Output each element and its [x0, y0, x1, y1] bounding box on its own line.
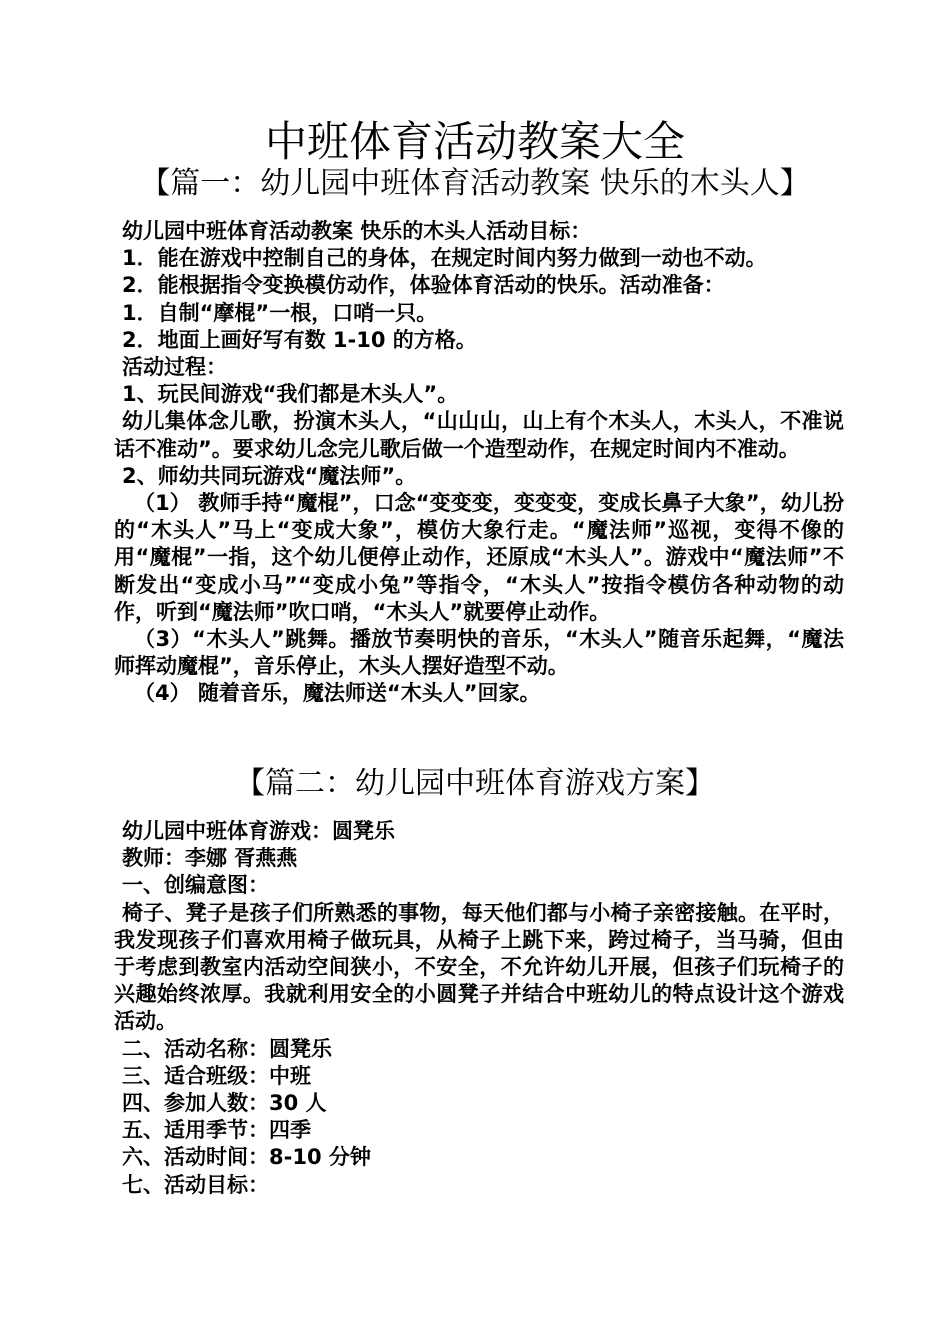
section2-line: 四、参加人数：30 人: [122, 1091, 327, 1116]
section2-line: 五、适用季节：四季: [122, 1118, 311, 1143]
section1-paragraph: （3）“木头人”跳舞。播放节奏明快的音乐，“木头人”随音乐起舞，“魔法师挥动魔棍”，音乐停止，木头人摆好造型不动。: [114, 627, 844, 679]
section2-paragraph: 椅子、凳子是孩子们所熟悉的事物，每天他们都与小椅子亲密接触。在平时，我发现孩子们喜欢用椅子做玩具，从椅子上跳下来，跨过椅子，当马骑，但由于考虑到教室内活动空间狭小，不安全，不允许幼儿开展，但孩子们玩椅子的兴趣始终浓厚。我就利用安全的小圆凳子并结合中班幼儿的特点设计这个游戏活动。: [114, 900, 844, 1034]
section1-line: 1．自制“摩棍”一根，口哨一只。: [122, 300, 438, 325]
section1-line: 2、师幼共同玩游戏“魔法师”。: [122, 463, 417, 488]
section1-line: 活动过程：: [122, 355, 227, 380]
section1-body: [114, 218, 844, 708]
section1-line: 2．能根据指令变换模仿动作，体验体育活动的快乐。活动准备：: [122, 273, 725, 298]
section2-line: 幼儿园中班体育游戏：圆凳乐: [122, 819, 395, 843]
section1-line: 1．能在游戏中控制自己的身体，在规定时间内努力做到一动也不动。: [122, 246, 767, 271]
section2-line: 六、活动时间：8-10 分钟: [122, 1145, 371, 1170]
section1-line: 1、玩民间游戏“我们都是木头人”。: [122, 382, 459, 407]
section2-line: 七、活动目标：: [122, 1172, 269, 1197]
section2-line: 二、活动名称：圆凳乐: [122, 1036, 332, 1061]
section1-line: 2．地面上画好写有数 1-10 的方格。: [122, 327, 477, 352]
section2-line: 一、创编意图：: [122, 873, 269, 898]
section1-paragraph: 幼儿集体念儿歌，扮演木头人，“山山山，山上有个木头人，木头人，不准说话不准动”。要求幼儿念完儿歌后做一个造型动作，在规定时间内不准动。: [114, 409, 844, 461]
section2-body: [114, 818, 844, 1199]
section2-heading: 【篇二：幼儿园中班体育游戏方案】: [235, 766, 715, 801]
document-title: 中班体育活动教案大全: [264, 117, 685, 166]
section1-paragraph: （1） 教师手持“魔棍”，口念“变变变，变变变，变成长鼻子大象”，幼儿扮的“木头人”马上“变成大象”，模仿大象行走。“魔法师”巡视，变得不像的用“魔棍”一指，这个幼儿便停止动作，还原成“木头人”。游戏中“魔法师”不断发出“变成小马”“变成小兔”等指令，“木头人”按指令模仿各种动物的动作，听到“魔法师”吹口哨，“木头人”就要停止动作。: [114, 491, 844, 624]
section2-line: 教师：李娜 胥燕燕: [122, 846, 298, 871]
section1-line: （4） 随着音乐，魔法师送“木头人”回家。: [134, 681, 541, 706]
section1-heading: 【篇一：幼儿园中班体育活动教案 快乐的木头人】: [140, 166, 810, 201]
section1-line: 幼儿园中班体育活动教案 快乐的木头人活动目标：: [122, 219, 592, 243]
section2-line: 三、适合班级：中班: [122, 1063, 311, 1088]
